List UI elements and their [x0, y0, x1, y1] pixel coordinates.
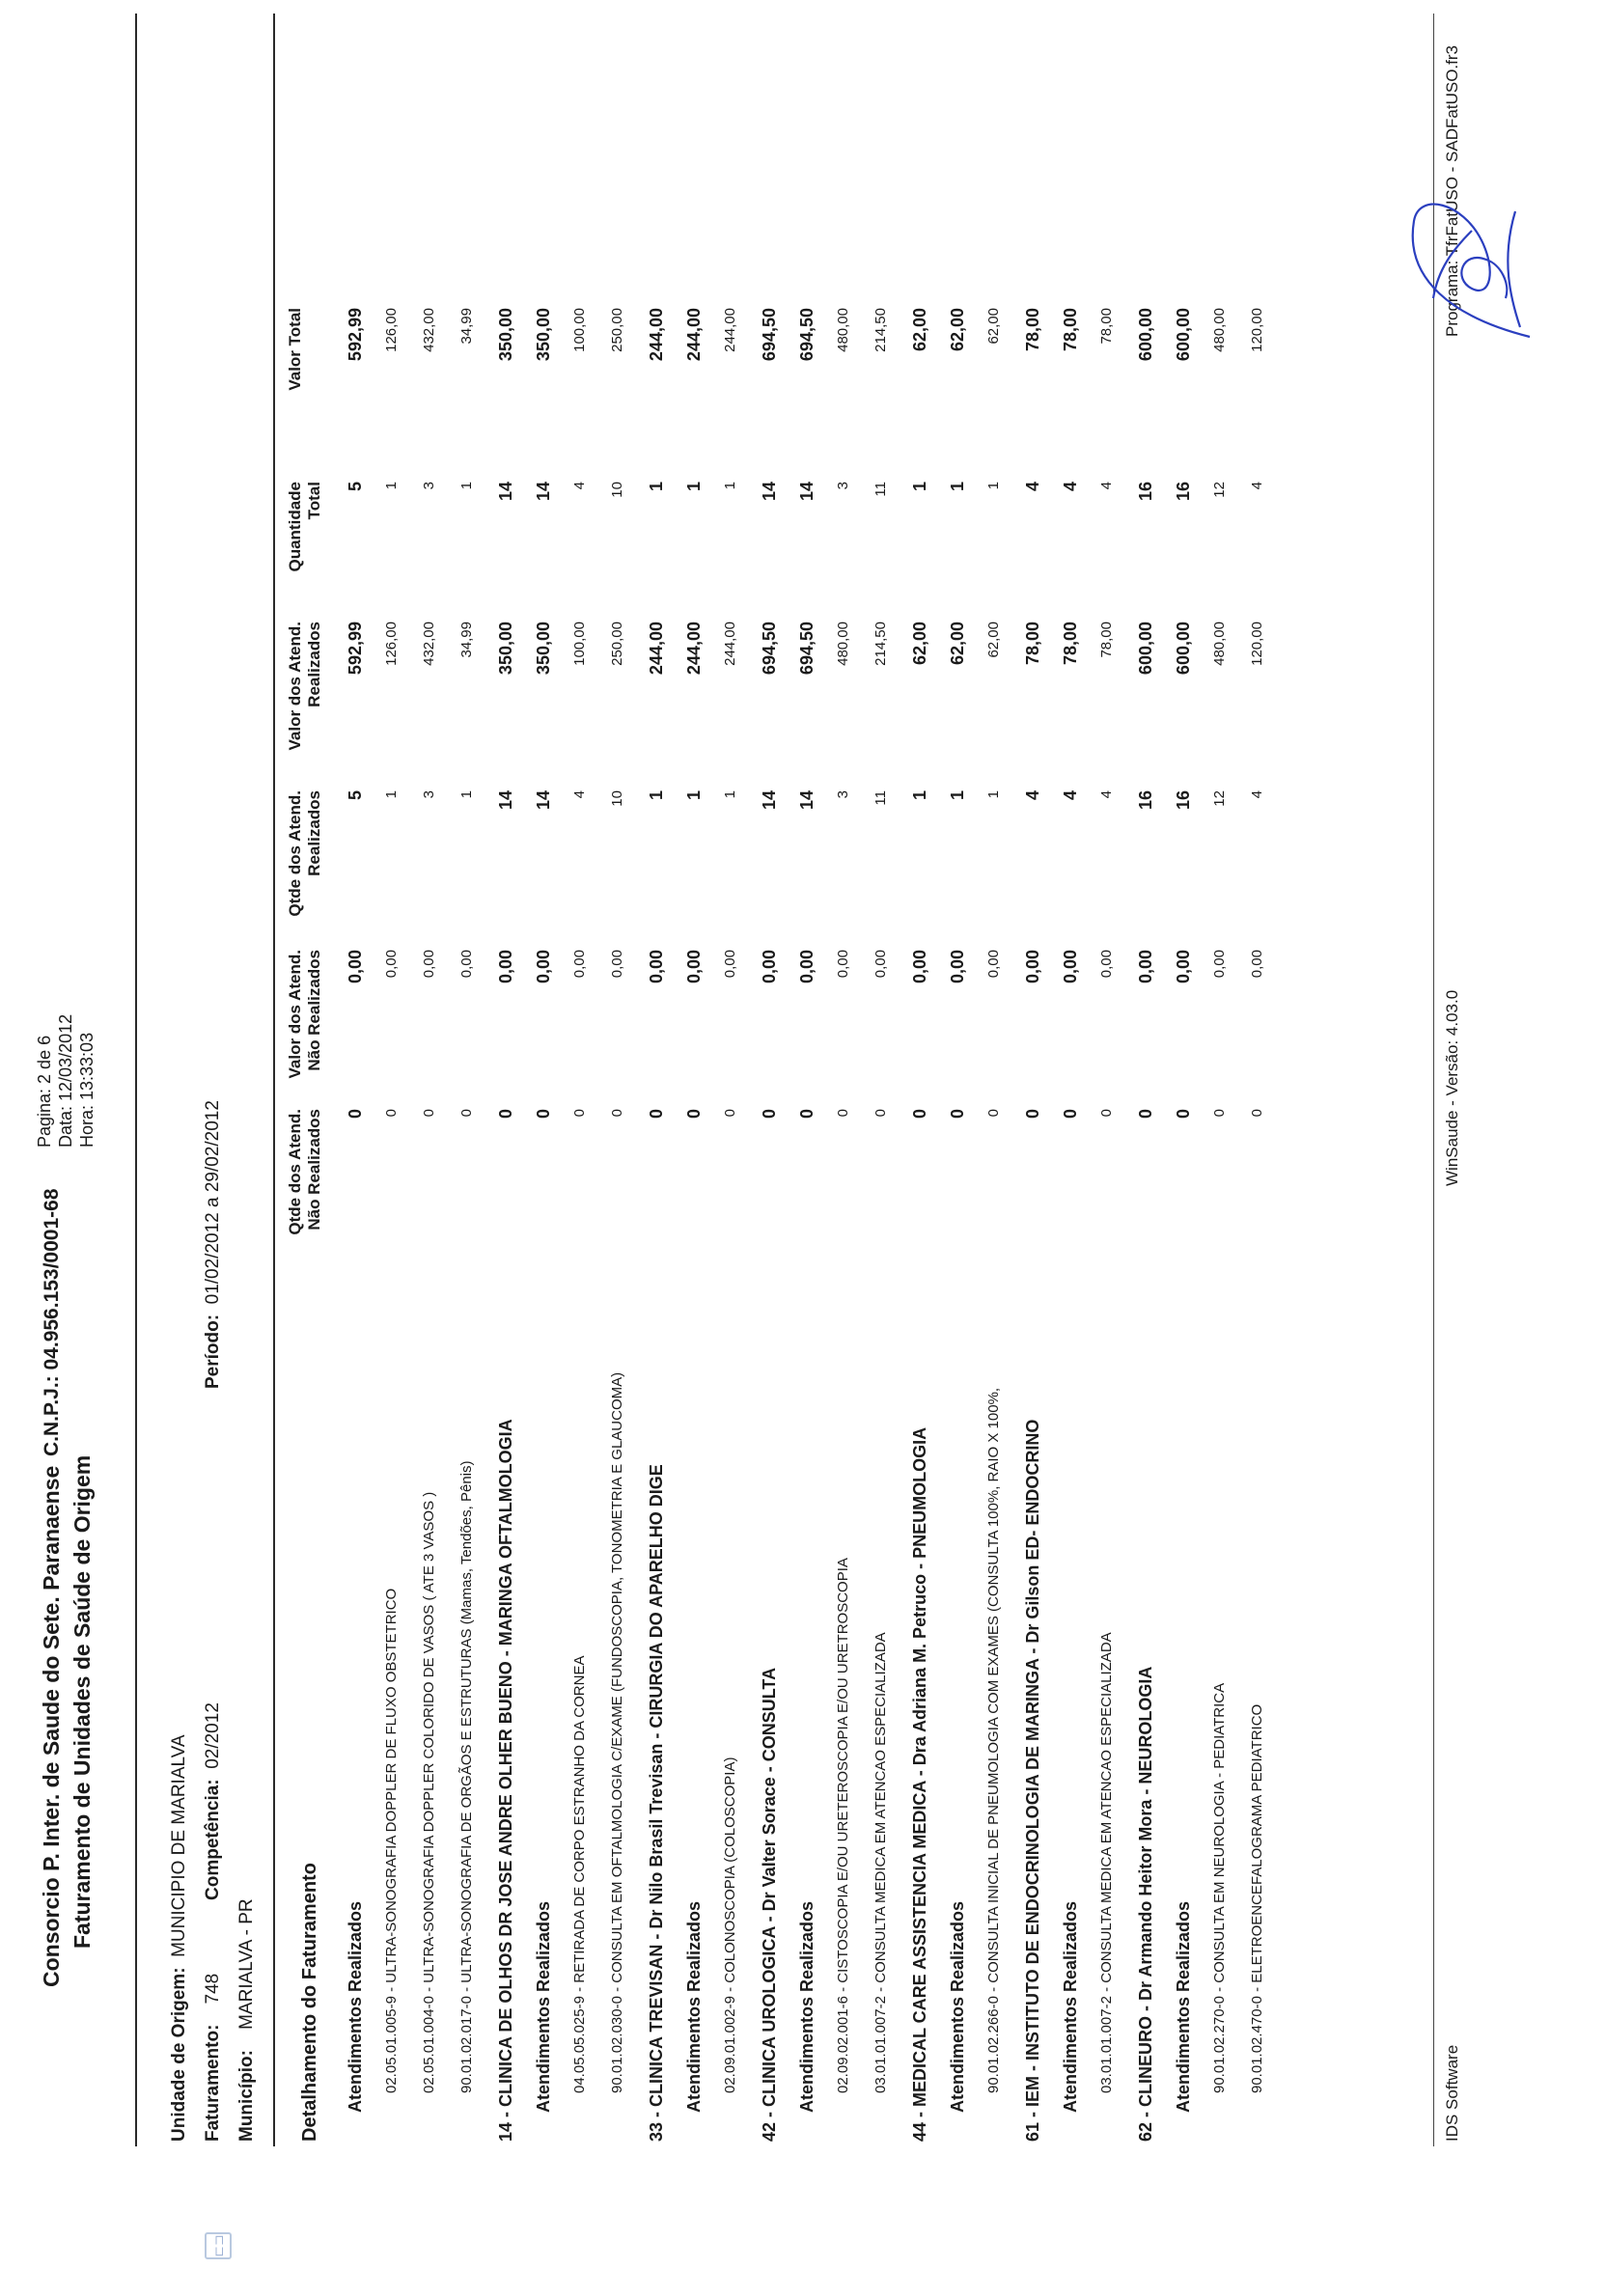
cell-vt: 350,00	[534, 308, 553, 362]
cell-vr: 600,00	[1136, 622, 1155, 676]
cell-vnr: 0,00	[1249, 950, 1265, 979]
cell-qr: 4	[1023, 790, 1042, 801]
col-valor-total: Valor Total	[286, 308, 304, 391]
row-description: Atendimentos Realizados	[1174, 1900, 1193, 2113]
cell-vt: 244,00	[647, 308, 666, 362]
cell-vnr: 0,00	[722, 950, 738, 979]
cell-vr: 34,99	[458, 622, 475, 658]
cell-vr: 350,00	[534, 622, 553, 676]
cell-qnr: 0	[496, 1109, 515, 1120]
cell-qt: 5	[346, 482, 365, 492]
cell-qnr: 0	[872, 1109, 889, 1118]
cell-vt: 78,00	[1061, 308, 1080, 352]
row-description: 44 - MEDICAL CARE ASSISTENCIA MEDICA - Dra Adriana M. Petruco - PNEUMOLOGIA	[910, 1426, 929, 2142]
cell-qt: 3	[421, 482, 437, 490]
cell-qnr: 0	[1023, 1109, 1042, 1120]
row-description: 90.01.02.030-0 - CONSULTA EM OFTALMOLOGIA C/EXAME (FUNDOSCOPIA, TONOMETRIA E GLAUCOMA)	[609, 1371, 625, 2093]
cell-vr: 62,00	[948, 622, 967, 666]
row-description: 61 - IEM - INSTITUTO DE ENDOCRINOLOGIA DE MARINGA - Dr Gilson ED- ENDOCRINO	[1023, 1419, 1042, 2142]
cell-vr: 120,00	[1249, 622, 1265, 666]
cell-vnr: 0,00	[760, 950, 779, 984]
cell-qr: 16	[1136, 790, 1155, 811]
cell-qt: 4	[571, 482, 588, 490]
cell-vr: 78,00	[1023, 622, 1042, 666]
row-description: 03.01.01.007-2 - CONSULTA MEDICA EM ATENCAO ESPECIALIZADA	[1098, 1632, 1115, 2093]
report-date: Data: 12/03/2012	[56, 1013, 75, 1148]
cell-vnr: 0,00	[872, 950, 889, 979]
row-description: 14 - CLINICA DE OLHOS DR JOSE ANDRE OLHER BUENO - MARINGA OFTALMOLOGIA	[496, 1419, 515, 2142]
cell-vr: 244,00	[684, 622, 704, 676]
cell-vr: 600,00	[1174, 622, 1193, 676]
cell-qt: 1	[722, 482, 738, 490]
page-number: Pagina: 2 de 6	[35, 1035, 54, 1148]
cell-qr: 4	[571, 790, 588, 799]
cell-qr: 14	[797, 790, 817, 811]
cell-qnr: 0	[346, 1109, 365, 1120]
cell-qnr: 0	[1136, 1109, 1155, 1120]
cell-vnr: 0,00	[647, 950, 666, 984]
cell-qr: 16	[1174, 790, 1193, 811]
cell-vt: 600,00	[1174, 308, 1193, 362]
cell-vnr: 0,00	[910, 950, 929, 984]
row-description: 03.01.01.007-2 - CONSULTA MEDICA EM ATENCAO ESPECIALIZADA	[872, 1632, 889, 2093]
cell-vnr: 0,00	[383, 950, 400, 979]
cell-qr: 3	[835, 790, 851, 799]
cell-vnr: 0,00	[948, 950, 967, 984]
cell-vt: 244,00	[722, 308, 738, 352]
cell-vnr: 0,00	[458, 950, 475, 979]
header-divider	[135, 14, 137, 2146]
cell-vnr: 0,00	[797, 950, 817, 984]
row-description: Atendimentos Realizados	[1061, 1900, 1080, 2113]
cell-vnr: 0,00	[1174, 950, 1193, 984]
cell-vr: 214,50	[872, 622, 889, 666]
row-description: 04.05.05.025-9 - RETIRADA DE CORPO ESTRANHO DA CORNEA	[571, 1655, 588, 2093]
cell-qr: 3	[421, 790, 437, 799]
row-description: 33 - CLINICA TREVISAN - Dr Nilo Brasil Trevisan - CIRURGIA DO APARELHO DIGE	[647, 1464, 666, 2142]
row-description: 42 - CLINICA UROLOGICA - Dr Valter Sorace - CONSULTA	[760, 1667, 779, 2142]
cell-vt: 100,00	[571, 308, 588, 352]
signature-scribble	[1395, 182, 1539, 356]
cell-qnr: 0	[835, 1109, 851, 1118]
row-description: 90.01.02.470-0 - ELETROENCEFALOGRAMA PEDIATRICO	[1249, 1703, 1265, 2093]
cell-qr: 12	[1211, 790, 1228, 807]
row-description: 90.01.02.270-0 - CONSULTA EM NEUROLOGIA - PEDIATRICA	[1211, 1682, 1228, 2093]
cell-vt: 214,50	[872, 308, 889, 352]
row-description: 02.05.01.005-9 - ULTRA-SONOGRAFIA DOPPLER DE FLUXO OBSTETRICO	[383, 1588, 400, 2093]
cell-vt: 432,00	[421, 308, 437, 352]
cell-qt: 4	[1061, 482, 1080, 492]
row-description: 02.09.01.002-9 - COLONOSCOPIA (COLOSCOPIA)	[722, 1757, 738, 2093]
cell-vt: 694,50	[797, 308, 817, 362]
cell-vt: 62,00	[910, 308, 929, 352]
row-description: 90.01.02.017-0 - ULTRA-SONOGRAFIA DE ORGÃOS E ESTRUTURAS (Mamas, Tendões, Pênis)	[458, 1460, 475, 2093]
cell-qnr: 0	[458, 1109, 475, 1118]
cell-qr: 1	[910, 790, 929, 801]
cell-vnr: 0,00	[609, 950, 625, 979]
cell-qt: 1	[948, 482, 967, 492]
cell-vr: 480,00	[835, 622, 851, 666]
cell-qnr: 0	[760, 1109, 779, 1120]
cell-qnr: 0	[571, 1109, 588, 1118]
cell-vt: 78,00	[1098, 308, 1115, 345]
section-title: Detalhamento do Faturamento	[299, 1863, 320, 2142]
cell-qr: 4	[1098, 790, 1115, 799]
cell-qr: 14	[534, 790, 553, 811]
municipio: Município: MARIALVA - PR	[236, 1898, 257, 2142]
cell-qnr: 0	[684, 1109, 704, 1120]
cell-qnr: 0	[609, 1109, 625, 1118]
cell-qr: 10	[609, 790, 625, 807]
cell-vnr: 0,00	[1061, 950, 1080, 984]
cell-vnr: 0,00	[571, 950, 588, 979]
cell-qt: 11	[872, 482, 889, 497]
cell-qnr: 0	[797, 1109, 817, 1120]
cell-qr: 4	[1061, 790, 1080, 801]
cell-vnr: 0,00	[534, 950, 553, 984]
cell-qr: 1	[458, 790, 475, 799]
footer-program: Programa: TfrFatUSO - SADFatUSO.fr3	[1443, 45, 1461, 337]
cell-vt: 250,00	[609, 308, 625, 352]
col-qtde-realizados: Qtde dos Atend. Realizados	[286, 790, 323, 917]
cell-vt: 78,00	[1023, 308, 1042, 352]
cell-qnr: 0	[1174, 1109, 1193, 1120]
cell-qt: 14	[496, 482, 515, 502]
cell-vr: 78,00	[1061, 622, 1080, 666]
cell-qr: 1	[684, 790, 704, 801]
cell-qr: 5	[346, 790, 365, 801]
cell-vt: 480,00	[835, 308, 851, 352]
cell-qr: 14	[496, 790, 515, 811]
row-description: 62 - CLINEURO - Dr Armando Heitor Mora - NEUROLOGIA	[1136, 1666, 1155, 2142]
cell-qt: 14	[797, 482, 817, 502]
cell-vr: 592,99	[346, 622, 365, 676]
cell-vr: 62,00	[910, 622, 929, 666]
cell-vr: 480,00	[1211, 622, 1228, 666]
cell-vt: 126,00	[383, 308, 400, 352]
cell-qnr: 0	[722, 1109, 738, 1118]
cell-vr: 126,00	[383, 622, 400, 666]
cell-qt: 1	[647, 482, 666, 492]
col-qtde-nao-realizados: Qtde dos Atend. Não Realizados	[286, 1109, 323, 1235]
cell-vnr: 0,00	[985, 950, 1002, 979]
cnpj: C.N.P.J.: 04.956.153/0001-68	[41, 1188, 63, 1456]
cell-qt: 10	[609, 482, 625, 498]
cell-vr: 78,00	[1098, 622, 1115, 658]
cell-vr: 62,00	[985, 622, 1002, 658]
cell-qt: 1	[684, 482, 704, 492]
col-quantidade-total: Quantidade Total	[286, 482, 323, 572]
cell-vnr: 0,00	[1211, 950, 1228, 979]
cell-qr: 11	[872, 790, 889, 806]
cell-vt: 350,00	[496, 308, 515, 362]
cell-vr: 350,00	[496, 622, 515, 676]
cell-qt: 4	[1023, 482, 1042, 492]
cell-qnr: 0	[1249, 1109, 1265, 1118]
info-divider	[273, 14, 275, 2146]
cell-vnr: 0,00	[1023, 950, 1042, 984]
row-description: Atendimentos Realizados	[684, 1900, 704, 2113]
cell-qnr: 0	[421, 1109, 437, 1118]
report-subtitle: Faturamento de Unidades de Saúde de Origem	[69, 1454, 95, 1949]
cell-vr: 250,00	[609, 622, 625, 666]
cell-qt: 1	[458, 482, 475, 490]
cell-qt: 4	[1098, 482, 1115, 490]
col-valor-nao-realizados: Valor dos Atend. Não Realizados	[286, 950, 323, 1079]
periodo: Período: 01/02/2012 a 29/02/2012	[203, 1100, 223, 1389]
row-description: Atendimentos Realizados	[534, 1900, 553, 2113]
cell-vnr: 0,00	[421, 950, 437, 979]
col-valor-realizados: Valor dos Atend. Realizados	[286, 622, 323, 751]
cell-vt: 600,00	[1136, 308, 1155, 362]
row-description: Atendimentos Realizados	[797, 1900, 817, 2113]
cell-qt: 3	[835, 482, 851, 490]
cell-vt: 62,00	[948, 308, 967, 352]
cell-qnr: 0	[1211, 1109, 1228, 1118]
cell-vr: 244,00	[722, 622, 738, 666]
row-description: 02.09.02.001-6 - CISTOSCOPIA E/OU URETEROSCOPIA E/OU URETROSCOPIA	[835, 1558, 851, 2093]
footer-version: WinSaude - Versão: 4.03.0	[1443, 989, 1461, 1186]
cell-vr: 694,50	[760, 622, 779, 676]
cell-qt: 12	[1211, 482, 1228, 498]
row-description: Atendimentos Realizados	[948, 1900, 967, 2113]
cell-vt: 62,00	[985, 308, 1002, 345]
cell-qr: 4	[1249, 790, 1265, 799]
cell-qnr: 0	[534, 1109, 553, 1120]
cell-vnr: 0,00	[1098, 950, 1115, 979]
cell-vt: 480,00	[1211, 308, 1228, 352]
cell-qr: 1	[383, 790, 400, 799]
cell-qt: 16	[1174, 482, 1193, 502]
cell-qt: 1	[383, 482, 400, 490]
cell-qt: 1	[910, 482, 929, 492]
cell-qnr: 0	[985, 1109, 1002, 1118]
row-description: Atendimentos Realizados	[346, 1900, 365, 2113]
cell-vnr: 0,00	[835, 950, 851, 979]
cell-qt: 4	[1249, 482, 1265, 490]
cell-qr: 1	[948, 790, 967, 801]
cell-qt: 16	[1136, 482, 1155, 502]
competencia: Competência: 02/2012	[203, 1702, 223, 1900]
cell-vnr: 0,00	[1136, 950, 1155, 984]
faturamento: Faturamento: 748	[203, 1973, 223, 2142]
unidade-origem: Unidade de Origem: MUNICIPIO DE MARIALVA	[169, 1734, 189, 2142]
cell-qnr: 0	[910, 1109, 929, 1120]
cell-qnr: 0	[1098, 1109, 1115, 1118]
cell-vnr: 0,00	[684, 950, 704, 984]
cell-qr: 14	[760, 790, 779, 811]
cell-vr: 244,00	[647, 622, 666, 676]
row-description: 90.01.02.266-0 - CONSULTA INICIAL DE PNEUMOLOGIA COM EXAMES (CONSULTA 100%, RAIO X 100%,	[985, 1387, 1002, 2093]
page-meta	[34, 1014, 97, 1148]
cell-vnr: 0,00	[346, 950, 365, 984]
report-time: Hora: 13:33:03	[77, 1032, 97, 1148]
cell-qr: 1	[647, 790, 666, 801]
cell-qt: 14	[760, 482, 779, 502]
cell-vr: 694,50	[797, 622, 817, 676]
logo-mark: ⊏⊐	[205, 2232, 232, 2259]
cell-qr: 1	[722, 790, 738, 799]
cell-vr: 100,00	[571, 622, 588, 666]
cell-vr: 432,00	[421, 622, 437, 666]
cell-vt: 592,99	[346, 308, 365, 362]
report-title: Consorcio P. Inter. de Saude do Sete. Paranaense	[39, 1465, 64, 1987]
cell-qnr: 0	[647, 1109, 666, 1120]
footer-company: IDS Software	[1443, 2044, 1461, 2142]
row-description: 02.05.01.004-0 - ULTRA-SONOGRAFIA DOPPLER COLORIDO DE VASOS ( ATE 3 VASOS )	[421, 1491, 437, 2093]
cell-qnr: 0	[383, 1109, 400, 1118]
cell-qt: 1	[985, 482, 1002, 490]
cell-vnr: 0,00	[496, 950, 515, 984]
cell-qt: 14	[534, 482, 553, 502]
cell-vt: 120,00	[1249, 308, 1265, 352]
cell-qr: 1	[985, 790, 1002, 799]
cell-vt: 694,50	[760, 308, 779, 362]
cell-vt: 244,00	[684, 308, 704, 362]
cell-vt: 34,99	[458, 308, 475, 345]
cell-qnr: 0	[948, 1109, 967, 1120]
cell-qnr: 0	[1061, 1109, 1080, 1120]
